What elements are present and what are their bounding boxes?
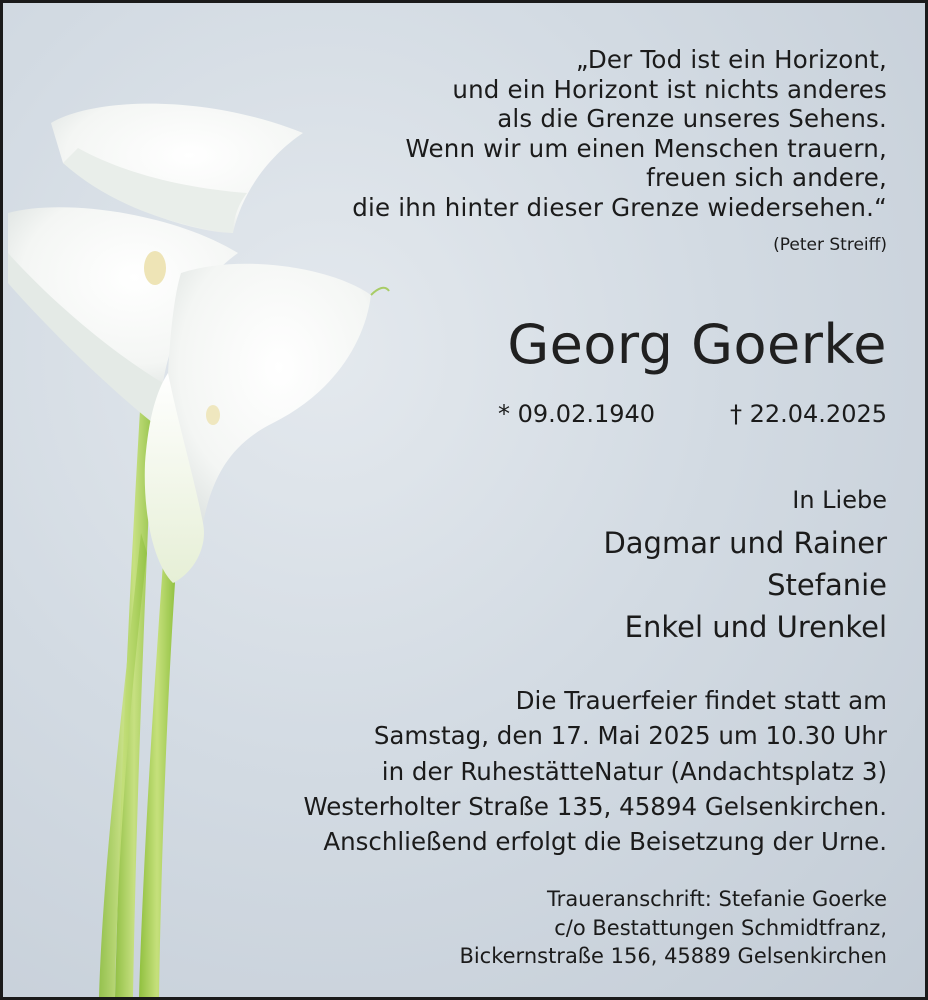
- address-line: Traueranschrift: Stefanie Goerke: [546, 887, 887, 911]
- ceremony-line: in der RuhestätteNatur (Andachtsplatz 3): [381, 756, 887, 786]
- quote-line: als die Grenze unseres Sehens.: [497, 104, 887, 133]
- quote-line: freuen sich andere,: [646, 163, 887, 192]
- ceremony-line: Westerholter Straße 135, 45894 Gelsenkirchen.: [303, 791, 887, 821]
- memorial-quote: [352, 45, 887, 222]
- quote-line: Wenn wir um einen Menschen trauern,: [405, 133, 887, 163]
- ceremony-line: Samstag, den 17. Mai 2025 um 10.30 Uhr: [373, 721, 887, 751]
- ceremony-line: Anschließend erfolgt die Beisetzung der Urne.: [323, 827, 887, 857]
- birth-date: * 09.02.1940: [498, 400, 656, 428]
- mourner-line: Stefanie: [767, 568, 887, 602]
- quote-line: „Der Tod ist ein Horizont,: [575, 45, 887, 74]
- death-date: † 22.04.2025: [729, 400, 887, 428]
- mourning-address: [459, 885, 887, 971]
- ceremony-line: Die Trauerfeier findet statt am: [515, 686, 887, 715]
- life-dates: [467, 399, 887, 431]
- address-line: c/o Bestattungen Schmidtfranz,: [554, 915, 887, 940]
- mourners-intro: In Liebe: [792, 486, 887, 514]
- quote-line: die ihn hinter dieser Grenze wiedersehen.“: [352, 192, 887, 222]
- deceased-name: Georg Goerke: [507, 313, 887, 376]
- quote-author: (Peter Streiff): [773, 235, 887, 255]
- mourners-list: [603, 522, 887, 648]
- address-line: Bickernstraße 156, 45889 Gelsenkirchen: [459, 944, 887, 968]
- mourner-line: Enkel und Urenkel: [624, 610, 887, 644]
- quote-line: und ein Horizont ist nichts anderes: [452, 74, 887, 104]
- mourner-line: Dagmar und Rainer: [603, 526, 887, 560]
- ceremony-details: [303, 683, 887, 859]
